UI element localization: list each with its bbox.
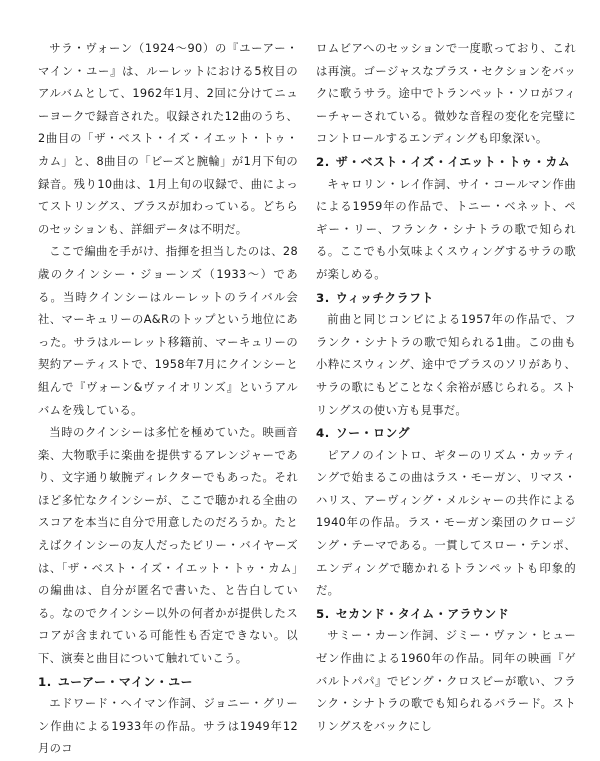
track-title: セカンド・タイム・アラウンド bbox=[335, 606, 510, 621]
track-text-5: サミー・カーン作詞、ジミー・ヴァン・ヒューゼン作曲による1960年の作品。同年の映画『ゲバルトパパ』でビング・クロスビーが歌い、フランク・シナトラの歌でも知られるバラード。ストリングスをバックにし bbox=[316, 629, 576, 733]
track-number: 3. bbox=[316, 290, 330, 305]
track-text-2: キャロリン・レイ作詞、サイ・コールマン作曲による1959年の作品で、トニー・ベネット、ペギー・リー、フランク・シナトラの歌で知られる。ここでも小気味よくスウィングするサラの歌が楽しめる。 bbox=[316, 177, 576, 281]
track-heading-4 bbox=[316, 422, 576, 445]
intro-paragraph-3: 当時のクインシーは多忙を極めていた。映画音楽、大物歌手に楽曲を提供するアレンジャーであり、文字通り敏腕ディレクターでもあった。それほど多忙なクインシーが、ここで聴かれる全曲のスコアを本当に自分で用意したのだろうか。たとえばクインシーの友人だったビリー・バイヤーズは、「ザ・ベスト・イズ・イエット・トゥ・カム」の編曲は、自分が匿名で書いた、と告白している。なのでクインシー以外の何者かが提供したスコアが含まれている可能性も否定できない。以下、演奏と曲目について触れていこう。 bbox=[38, 426, 298, 666]
track-title: ソー・ロング bbox=[335, 426, 411, 441]
right-column bbox=[316, 38, 576, 738]
track-text-3: 前曲と同じコンビによる1957年の作品で、フランク・シナトラの歌で知られる1曲。この曲も小粋にスウィング、途中でブラスのソリがあり、サラの歌にもどことなく余裕が感じられる。ストリングスの使い方も見事だ。 bbox=[316, 313, 576, 417]
track-heading-2 bbox=[316, 151, 576, 174]
track-heading-5 bbox=[316, 603, 576, 626]
track-number: 1. bbox=[38, 674, 52, 689]
intro-paragraph-2: ここで編曲を手がけ、指揮を担当したのは、28歳のクインシー・ジョーンズ（1933〜）である。当時クインシーはルーレットのライバル会社、マーキュリーのA&Rのトップという地位にあった。サラはルーレット移籍前、マーキュリーの契約アーティストで、1958年7月にクインシーと組んで『ヴォーン&ヴァイオリンズ』というアルバムを残している。 bbox=[38, 245, 298, 417]
track-text-4: ピアノのイントロ、ギターのリズム・カッティングで始まるこの曲はラス・モーガン、リマス・ハリス、アーヴィング・メルシャーの共作による1940年の作品。ラス・モーガン楽団のクロージング・テーマである。一貫してスロー・テンポ、エンディングで聴かれるトランペットも印象的だ。 bbox=[316, 448, 576, 598]
intro-paragraph-1: サラ・ヴォーン（1924〜90）の『ユーアー・マイン・ユー』は、ルーレットにおける5枚目のアルバムとして、1962年1月、2回に分けてニューヨークで録音された。収録された12曲のうち、2曲目の「ザ・ベスト・イズ・イエット・トゥ・カム」と、8曲目の「ビーズと腕輪」が1月下旬の録音。残り10曲は、1月上旬の収録で、曲によってストリングス、ブラスが加わっている。どちらのセッションも、詳細データは不明だ。 bbox=[38, 42, 298, 236]
track-1-continuation: ロムビアへのセッションで一度歌っており、これは再演。ゴージャスなブラス・セクションをバックに歌うサラ。途中でトランペット・ソロがフィーチャーされている。微妙な音程の変化を完璧にコントロールするエンディングも印象深い。 bbox=[316, 42, 576, 146]
track-heading-1 bbox=[38, 671, 298, 694]
track-number: 5. bbox=[316, 606, 330, 621]
track-number: 4. bbox=[316, 426, 330, 441]
track-heading-3 bbox=[316, 287, 576, 310]
track-title: ザ・ベスト・イズ・イエット・トゥ・カム bbox=[335, 154, 571, 169]
track-number: 2. bbox=[316, 154, 330, 169]
track-text-1: エドワード・ヘイマン作詞、ジョニー・グリーン作曲による1933年の作品。サラは1949年12月のコ bbox=[38, 697, 298, 756]
track-title: ユーアー・マイン・ユー bbox=[57, 674, 194, 689]
track-title: ウィッチクラフト bbox=[335, 290, 434, 305]
left-column bbox=[38, 38, 298, 761]
